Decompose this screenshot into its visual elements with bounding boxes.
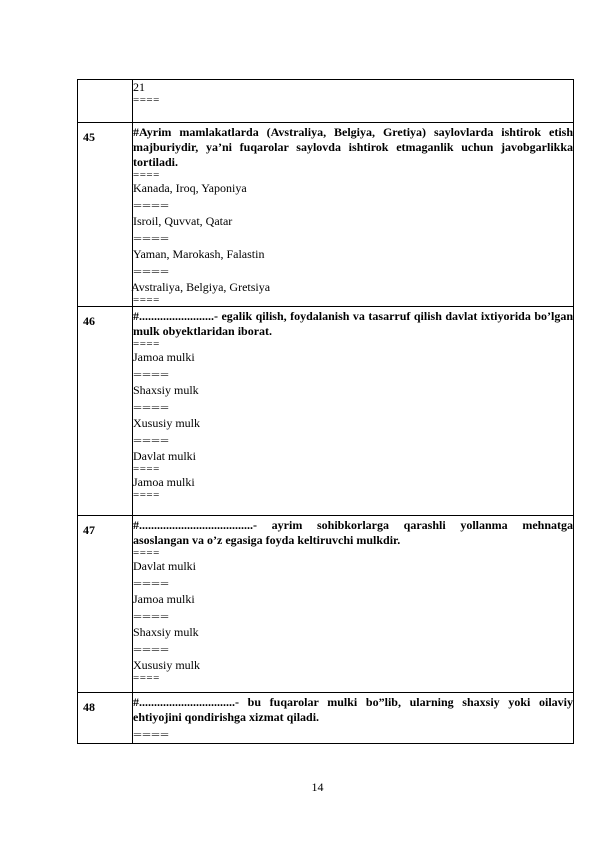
option: Isroil, Quvvat, Qatar bbox=[133, 214, 233, 228]
separator: ==== bbox=[133, 233, 170, 245]
question-cell bbox=[133, 516, 574, 693]
separator: ==== bbox=[133, 547, 160, 559]
table-row bbox=[78, 307, 574, 516]
separator: ==== bbox=[133, 338, 160, 350]
question-cell bbox=[133, 307, 574, 516]
number-cell bbox=[78, 516, 133, 693]
separator: ==== bbox=[133, 729, 170, 741]
option: Jamoa mulki bbox=[133, 592, 195, 606]
answer-cell bbox=[133, 80, 574, 123]
table-row bbox=[78, 693, 574, 744]
question-cell bbox=[133, 693, 574, 744]
table-row bbox=[78, 80, 574, 123]
separator: ==== bbox=[133, 672, 160, 684]
page-number: 14 bbox=[311, 780, 324, 794]
question-number: 46 bbox=[83, 314, 95, 328]
separator: ==== bbox=[133, 489, 160, 501]
question-number: 45 bbox=[83, 130, 95, 144]
option: Jamoa mulki bbox=[133, 475, 195, 489]
question-cell bbox=[133, 123, 574, 307]
option: Kanada, Iroq, Yaponiya bbox=[133, 181, 247, 195]
separator: ==== bbox=[133, 200, 170, 212]
option: Xususiy mulk bbox=[133, 416, 201, 430]
question-text: #................................- bu fuqarolar mulki bo”lib, ularning shaxsiy yoki oilaviy ehtiyojini qondirishga xizmat qiladi. bbox=[133, 695, 573, 724]
option: Davlat mulki bbox=[133, 449, 196, 463]
number-cell bbox=[78, 693, 133, 744]
option: Yaman, Marokash, Falastin bbox=[133, 247, 265, 261]
question-text: #.........................- egalik qilish, foydalanish va tasarruf qilish davlat ixtiyorida bo’lgan mulk obyektlaridan iborat. bbox=[133, 309, 573, 338]
option: Avstraliya, Belgiya, Gretsiya bbox=[131, 280, 271, 294]
separator: ==== bbox=[133, 169, 160, 181]
answer-value: 21 bbox=[133, 80, 145, 94]
option: Jamoa mulki bbox=[133, 350, 195, 364]
separator: ==== bbox=[133, 578, 170, 590]
table-row bbox=[78, 123, 574, 307]
question-text: #......................................- ayrim sohibkorlarga qarashli yollanma mehnatga asoslangan va o’z egasiga foyda keltiruvchi mulkdir. bbox=[133, 518, 573, 547]
questions-table bbox=[77, 79, 574, 744]
separator: ==== bbox=[133, 463, 160, 475]
table-row bbox=[78, 516, 574, 693]
page-number-footer bbox=[0, 780, 595, 795]
option: Shaxsiy mulk bbox=[133, 383, 199, 397]
option: Davlat mulki bbox=[133, 559, 196, 573]
number-cell bbox=[78, 307, 133, 516]
option: Shaxsiy mulk bbox=[133, 625, 199, 639]
question-number: 48 bbox=[83, 700, 95, 714]
separator: ==== bbox=[133, 435, 170, 447]
option: Xususiy mulk bbox=[133, 658, 201, 672]
separator: ==== bbox=[133, 266, 170, 278]
question-text: #Ayrim mamlakatlarda (Avstraliya, Belgiya, Gretiya) saylovlarda ishtirok etish majburiydir, ya’ni fuqarolar saylovda ishtirok etmaganlik uchun javobgarlikka tortiladi. bbox=[133, 125, 573, 169]
separator: ==== bbox=[133, 402, 170, 414]
separator: ==== bbox=[133, 611, 170, 623]
separator: ==== bbox=[133, 369, 170, 381]
separator: ==== bbox=[133, 294, 160, 306]
number-cell bbox=[78, 80, 133, 123]
question-number: 47 bbox=[83, 523, 95, 537]
separator: ==== bbox=[133, 94, 160, 106]
number-cell bbox=[78, 123, 133, 307]
separator: ==== bbox=[133, 644, 170, 656]
